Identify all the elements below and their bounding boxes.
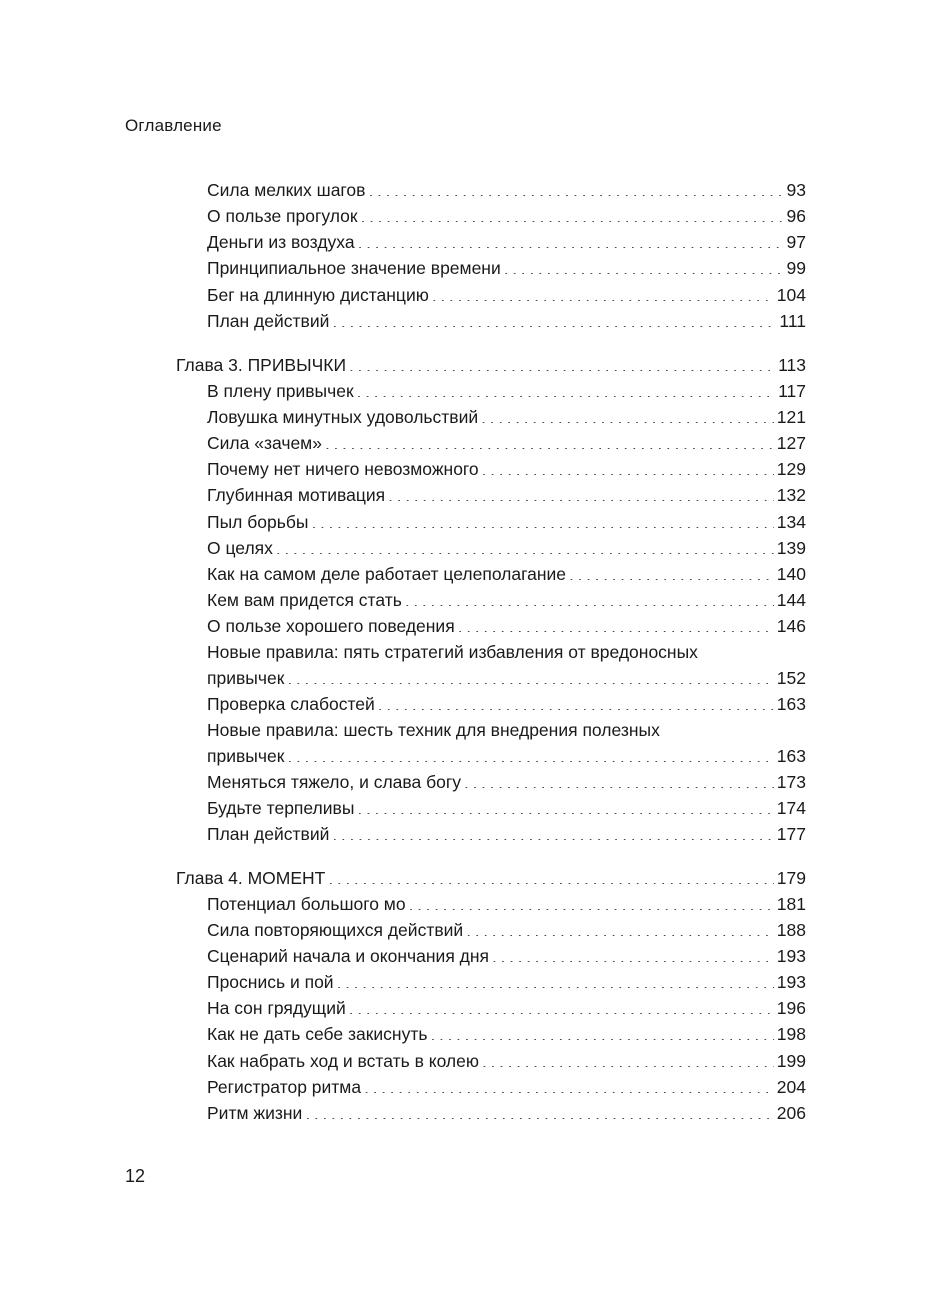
toc-entry-title: Как не дать себе закиснуть bbox=[207, 1024, 428, 1044]
dot-leader bbox=[358, 230, 784, 248]
toc-entry-page: 181 bbox=[776, 894, 806, 914]
toc-entry[interactable] bbox=[207, 510, 806, 534]
toc-entry[interactable] bbox=[207, 944, 806, 968]
toc-entry[interactable] bbox=[207, 204, 806, 228]
dot-leader bbox=[466, 918, 774, 936]
toc-entry[interactable] bbox=[207, 970, 806, 994]
chapter-title: Глава 3. ПРИВЫЧКИ bbox=[176, 355, 347, 375]
dot-leader bbox=[368, 178, 783, 196]
toc-entry[interactable] bbox=[207, 536, 806, 560]
toc-entry-title: Проснись и пой bbox=[207, 972, 334, 992]
dot-leader bbox=[378, 692, 774, 710]
toc-entry[interactable] bbox=[207, 770, 806, 794]
chapter-page: 113 bbox=[778, 355, 806, 375]
toc-entry[interactable] bbox=[207, 666, 806, 690]
toc-entry-page: 134 bbox=[776, 512, 806, 532]
toc-entry-title: О целях bbox=[207, 538, 273, 558]
toc-entry[interactable] bbox=[207, 892, 806, 916]
dot-leader bbox=[492, 944, 774, 962]
toc-entry-page: 97 bbox=[786, 232, 806, 252]
toc-entry[interactable] bbox=[207, 1101, 806, 1125]
toc-entry-title: Сила повторяющихся действий bbox=[207, 920, 464, 940]
toc-entry[interactable] bbox=[207, 230, 806, 254]
toc-entry-page: 163 bbox=[776, 746, 806, 766]
toc-entry-title: В плену привычек bbox=[207, 381, 354, 401]
toc-entry[interactable] bbox=[207, 822, 806, 846]
toc-entry-title: привычек bbox=[207, 668, 285, 688]
dot-leader bbox=[349, 353, 775, 371]
dot-leader bbox=[458, 614, 774, 632]
dot-leader bbox=[361, 204, 784, 222]
dot-leader bbox=[325, 431, 774, 449]
toc-entry[interactable] bbox=[207, 431, 806, 455]
toc-entry-title: Принципиальное значение времени bbox=[207, 258, 501, 278]
toc-entry-page: 111 bbox=[779, 311, 806, 331]
chapter-title: Глава 4. МОМЕНТ bbox=[176, 868, 326, 888]
toc-entry-title: Сила мелких шагов bbox=[207, 180, 366, 200]
toc-entry-page: 188 bbox=[776, 920, 806, 940]
toc-entry-page: 132 bbox=[776, 485, 806, 505]
toc-entry-title: На сон грядущий bbox=[207, 998, 346, 1018]
toc-entry-page: 146 bbox=[776, 616, 806, 636]
dot-leader bbox=[569, 562, 774, 580]
toc-entry[interactable] bbox=[207, 309, 806, 333]
toc-entry-page: 152 bbox=[776, 668, 806, 688]
toc-entry-page: 204 bbox=[776, 1077, 806, 1097]
toc-entry-title: Деньги из воздуха bbox=[207, 232, 355, 252]
toc-entry[interactable] bbox=[207, 692, 806, 716]
toc-entry-title: Бег на длинную дистанцию bbox=[207, 285, 429, 305]
toc-entry-page: 93 bbox=[786, 180, 806, 200]
toc-entry-title: О пользе хорошего поведения bbox=[207, 616, 455, 636]
toc-entry-title: Регистратор ритма bbox=[207, 1077, 362, 1097]
toc-entry-page: 199 bbox=[776, 1051, 806, 1071]
toc-chapter-heading[interactable] bbox=[176, 353, 806, 377]
toc-entry-page: 144 bbox=[776, 590, 806, 610]
toc-entry-title: Как набрать ход и встать в колею bbox=[207, 1051, 479, 1071]
dot-leader bbox=[349, 996, 774, 1014]
toc-entry[interactable] bbox=[207, 178, 806, 202]
toc-entry[interactable] bbox=[207, 283, 806, 307]
toc-entry[interactable] bbox=[207, 483, 806, 507]
dot-leader bbox=[504, 256, 784, 274]
toc-entry[interactable] bbox=[207, 1022, 806, 1046]
toc-entry-title: Проверка слабостей bbox=[207, 694, 375, 714]
toc-entry-title: Кем вам придется стать bbox=[207, 590, 402, 610]
toc-entry[interactable] bbox=[207, 1075, 806, 1099]
toc-entry[interactable] bbox=[207, 918, 806, 942]
toc-entry-title: Ритм жизни bbox=[207, 1103, 303, 1123]
toc-entry-page: 96 bbox=[786, 206, 806, 226]
dot-leader bbox=[405, 588, 774, 606]
toc-entry-page: 193 bbox=[776, 946, 806, 966]
toc-entry-page: 196 bbox=[776, 998, 806, 1018]
toc-entry[interactable] bbox=[207, 405, 806, 429]
dot-leader bbox=[305, 1101, 773, 1119]
toc-entry-title: Как на самом деле работает целеполагание bbox=[207, 564, 567, 584]
dot-leader bbox=[287, 744, 773, 762]
toc-entry-title: Сила «зачем» bbox=[207, 433, 322, 453]
toc-entry-page: 129 bbox=[776, 459, 806, 479]
toc-entry-page: 198 bbox=[776, 1024, 806, 1044]
toc-entry-page: 173 bbox=[776, 772, 806, 792]
dot-leader bbox=[357, 379, 775, 397]
dot-leader bbox=[364, 1075, 774, 1093]
dot-leader bbox=[430, 1022, 773, 1040]
toc-entry-page: 177 bbox=[776, 824, 806, 844]
toc-entry-page: 140 bbox=[776, 564, 806, 584]
toc-entry-page: 121 bbox=[776, 407, 806, 427]
toc-entry-title: План действий bbox=[207, 824, 330, 844]
dot-leader bbox=[482, 457, 774, 475]
toc-entry-title: Меняться тяжело, и слава богу bbox=[207, 772, 461, 792]
dot-leader bbox=[482, 1049, 774, 1067]
toc-entry-title: Ловушка минутных удовольствий bbox=[207, 407, 479, 427]
running-head: Оглавление bbox=[125, 116, 222, 135]
toc-entry[interactable] bbox=[207, 562, 806, 586]
toc-entry-page: 104 bbox=[776, 285, 806, 305]
dot-leader bbox=[276, 536, 774, 554]
toc-entry[interactable] bbox=[207, 379, 806, 403]
toc-entry-page: 117 bbox=[778, 381, 806, 401]
dot-leader bbox=[332, 822, 773, 840]
toc-entry-title: привычек bbox=[207, 746, 285, 766]
toc-entry-page: 139 bbox=[776, 538, 806, 558]
chapter-page: 179 bbox=[776, 868, 806, 888]
toc-entry-title: Будьте терпеливы bbox=[207, 798, 355, 818]
toc-entry-title: Пыл борьбы bbox=[207, 512, 309, 532]
toc-entry-title: План действий bbox=[207, 311, 330, 331]
dot-leader bbox=[481, 405, 774, 423]
toc-entry-page: 193 bbox=[776, 972, 806, 992]
dot-leader bbox=[357, 796, 773, 814]
toc-entry[interactable] bbox=[207, 457, 806, 481]
toc-entry[interactable] bbox=[207, 744, 806, 768]
toc-entry-page: 174 bbox=[776, 798, 806, 818]
toc-entry-page: 99 bbox=[786, 258, 806, 278]
dot-leader bbox=[332, 309, 776, 327]
dot-leader bbox=[311, 510, 773, 528]
toc-entry-title: Сценарий начала и окончания дня bbox=[207, 946, 490, 966]
toc-entry[interactable] bbox=[207, 256, 806, 280]
toc-chapter-heading[interactable] bbox=[176, 866, 806, 890]
toc-entry-title: Потенциал большого мо bbox=[207, 894, 406, 914]
toc-entry-title: О пользе прогулок bbox=[207, 206, 358, 226]
toc-entry[interactable] bbox=[207, 1049, 806, 1073]
toc-entry[interactable] bbox=[207, 996, 806, 1020]
toc-entry-page: 163 bbox=[776, 694, 806, 714]
dot-leader bbox=[464, 770, 774, 788]
toc-entry-title-line1: Новые правила: шесть техник для внедрения полезных bbox=[207, 720, 660, 740]
dot-leader bbox=[409, 892, 774, 910]
page-number: 12 bbox=[125, 1166, 146, 1186]
dot-leader bbox=[388, 483, 774, 501]
toc-entry-title-line1: Новые правила: пять стратегий избавления от вредоносных bbox=[207, 642, 698, 662]
dot-leader bbox=[328, 866, 773, 884]
dot-leader bbox=[337, 970, 774, 988]
dot-leader bbox=[432, 283, 774, 301]
toc-entry-page: 127 bbox=[776, 433, 806, 453]
toc-entry-page: 206 bbox=[776, 1103, 806, 1123]
toc-entry-title: Глубинная мотивация bbox=[207, 485, 386, 505]
dot-leader bbox=[287, 666, 773, 684]
toc-entry-title: Почему нет ничего невозможного bbox=[207, 459, 479, 479]
toc-entry[interactable] bbox=[207, 614, 806, 638]
toc-entry[interactable] bbox=[207, 588, 806, 612]
toc-entry[interactable] bbox=[207, 796, 806, 820]
